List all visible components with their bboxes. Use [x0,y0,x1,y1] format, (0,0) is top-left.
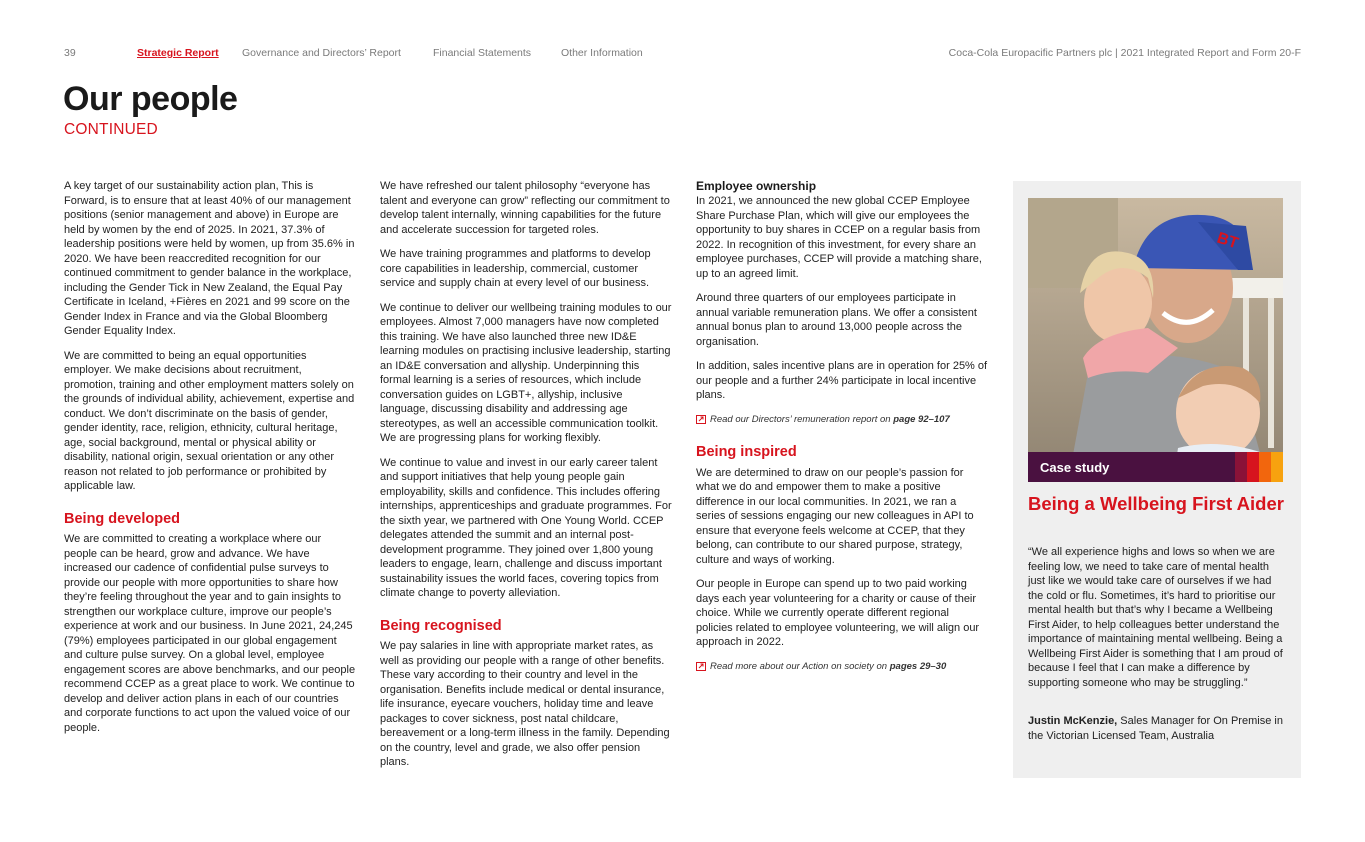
page-number: 39 [64,47,76,59]
cap-lettering: BT [1214,229,1241,253]
case-study-title: Being a Wellbeing First Aider [1028,493,1284,514]
paragraph: A key target of our sustainability action plan, This is Forward, is to ensure that at least 40% of our management positions (senior management and above) in Europe are held by women by the end of 2025. In 2021, 37.3% of leadership positions were held by women, up from 35.6% in 2020. We have been reaccredited recognition for our continued commitment to gender balance in the workplace, including the Gender Tick in New Zealand, the Equal Pay Certificate in Iceland, +Fières en 2021 and 99 score on the Gender Index in France and via the Global Bloomberg Gender Equality Index. [64,180,355,337]
top-navigation [64,47,1301,63]
paragraph: We continue to value and invest in our early career talent and support initiatives that help young people gain employability, skills and confidence. This includes offering internships, apprenticeships and graduate programmes. For the sixth year, we partnered with One Young World. CCEP delegates attended the summit and an internal post-development programme. They joined over 1,800 young leaders to engage, learn, challenge and discuss important sustainability issues the world faces, covering topics from climate change to poverty alleviation. [380,456,672,599]
reference-pages: page 92–107 [893,413,950,425]
case-study-label: Case study [1028,452,1235,482]
case-study-bar [1028,452,1283,482]
paragraph: We have refreshed our talent philosophy “everyone has talent and everyone can grow” reflecting our commitment to develop talent internally, winning capabilities for the future and accelerate succession for targeted roles. [380,180,670,236]
attribution-role: Sales Manager for On Premise in the Victorian Licensed Team, Australia [1028,715,1283,742]
reference-pages: pages 29–30 [889,660,947,672]
accent-stripe [1235,452,1247,482]
heading-being-recognised: Being recognised [380,617,502,634]
page-link-icon [696,415,706,424]
paragraph: We are committed to creating a workplace where our people can be heard, grow and advance. We have increased our cadence of confidential pulse surveys to provide our people with more opportunities to share how they’re feeling throughout the year and to gain insights to strengthen our workplace culture, improve our people’s experience at work and our business. In June 2021, 24,245 (79%) employees participated in our global engagement and culture pulse survey. On a global level, employee engagement scores are above benchmarks, and our people recommend CCEP as a great place to work. We continue to develop and deliver action plans in each of our countries and corporate functions to act upon the valued voice of our people. [64,533,356,734]
heading-being-developed: Being developed [64,510,181,527]
reference-text: Read our Directors’ remuneration report on [710,413,894,425]
paragraph: We are determined to draw on our people’s passion for what we do and empower them to make a positive difference in our local communities. In 2021, we ran a series of sessions engaging our new colleagues in API to ensure that everyone feels welcome at CCEP, that they belong, can contribute to our shared purpose, strategy, culture and ways of working. [696,466,974,566]
family-photo-illustration [1028,198,1283,482]
attribution-name: Justin McKenzie, [1028,715,1118,727]
accent-stripe [1271,452,1283,482]
page-title: Our people [63,80,238,118]
cross-reference-remuneration[interactable] [696,413,988,428]
accent-stripe [1259,452,1271,482]
column-3 [696,179,988,684]
nav-strategic-report[interactable]: Strategic Report [137,47,219,59]
heading-employee-ownership: Employee ownership [696,179,817,193]
case-study-panel [1013,181,1301,778]
paragraph: Around three quarters of our employees participate in annual variable remuneration plans. We offer a consistent annual bonus plan to around 13,000 people across the organisation. [696,292,977,348]
document-title: Coca-Cola Europacific Partners plc | 2021 Integrated Report and Form 20-F [948,47,1301,59]
case-study-quote: “We all experience highs and lows so when we are feeling low, we need to take care of mental health just like we would take care of ourselves if we had the cold or flu. Sometimes, it’s hard to prioritise our mental health but that’s why I became a Wellbeing First Aider, to help colleagues better understand the importance of maintaining mental wellbeing. Being a Wellbeing First Aider is something that I am proud of because I feel that I can make a difference by supporting someone who may be struggling.” [1028,546,1283,689]
column-1 [64,179,356,745]
nav-other-information[interactable]: Other Information [561,47,643,59]
nav-governance[interactable]: Governance and Directors’ Report [242,47,401,59]
paragraph: We pay salaries in line with appropriate market rates, as well as providing our people with a range of other benefits. These vary according to their country and level in the organisation. Benefits include medical or dental insurance, life insurance, eyecare vouchers, holiday time and leave packages to cover sickness, post natal childcare, bereavement or a long-term illness in the family. Depending on the country, level and grade, we also offer pension plans. [380,640,670,768]
paragraph: We continue to deliver our wellbeing training modules to our employees. Almost 7,000 managers have now completed this training. We have also launched three new ID&E learning modules on practising inclusive leadership, starting an ID&E conversation and allyship. Underpinning this formal learning is a series of resources, which include conversation guides on LGBT+, allyship, inclusive language, discussing disability and addressing age stereotypes, as well an accessible communication toolkit. We are progressing plans for working flexibly. [380,301,672,444]
accent-stripe [1247,452,1259,482]
case-study-attribution [1028,714,1288,743]
paragraph: In addition, sales incentive plans are in operation for 25% of our people and a further 24% participate in local incentive plans. [696,360,988,401]
paragraph: In 2021, we announced the new global CCEP Employee Share Purchase Plan, which will give our employees the opportunity to buy shares in CCEP on a regular basis from 2022. In recognition of this investment, for every share an employee purchases, CCEP will provide a matching share, up to an agreed limit. [696,195,982,280]
column-2 [380,179,672,780]
page-subtitle: CONTINUED [64,121,158,138]
cross-reference-action-on-society[interactable] [696,660,988,675]
case-study-photo [1028,198,1283,482]
heading-being-inspired: Being inspired [696,444,797,460]
paragraph: Our people in Europe can spend up to two paid working days each year volunteering for a charity or cause of their choice. While we currently operate different regional policies related to employee volunteering, we will align our approach in 2022. [696,578,980,648]
paragraph: We have training programmes and platforms to develop core capabilities in leadership, commercial, customer service and supply chain at every level of our business. [380,248,651,289]
paragraph: We are committed to being an equal opportunities employer. We make decisions about recruitment, promotion, training and other employment matters solely on the grounds of individual ability, achievement, expertise and conduct. We don’t discriminate on the basis of gender, gender identity, race, religion, ethnicity, cultural heritage, age, social background, mental or physical ability or disability, national origin, sexual orientation or any other reason not related to job performance or prohibited by applicable law. [64,349,355,492]
reference-text: Read more about our Action on society on [710,660,890,672]
nav-financial-statements[interactable]: Financial Statements [433,47,532,59]
page-link-icon [696,662,706,671]
